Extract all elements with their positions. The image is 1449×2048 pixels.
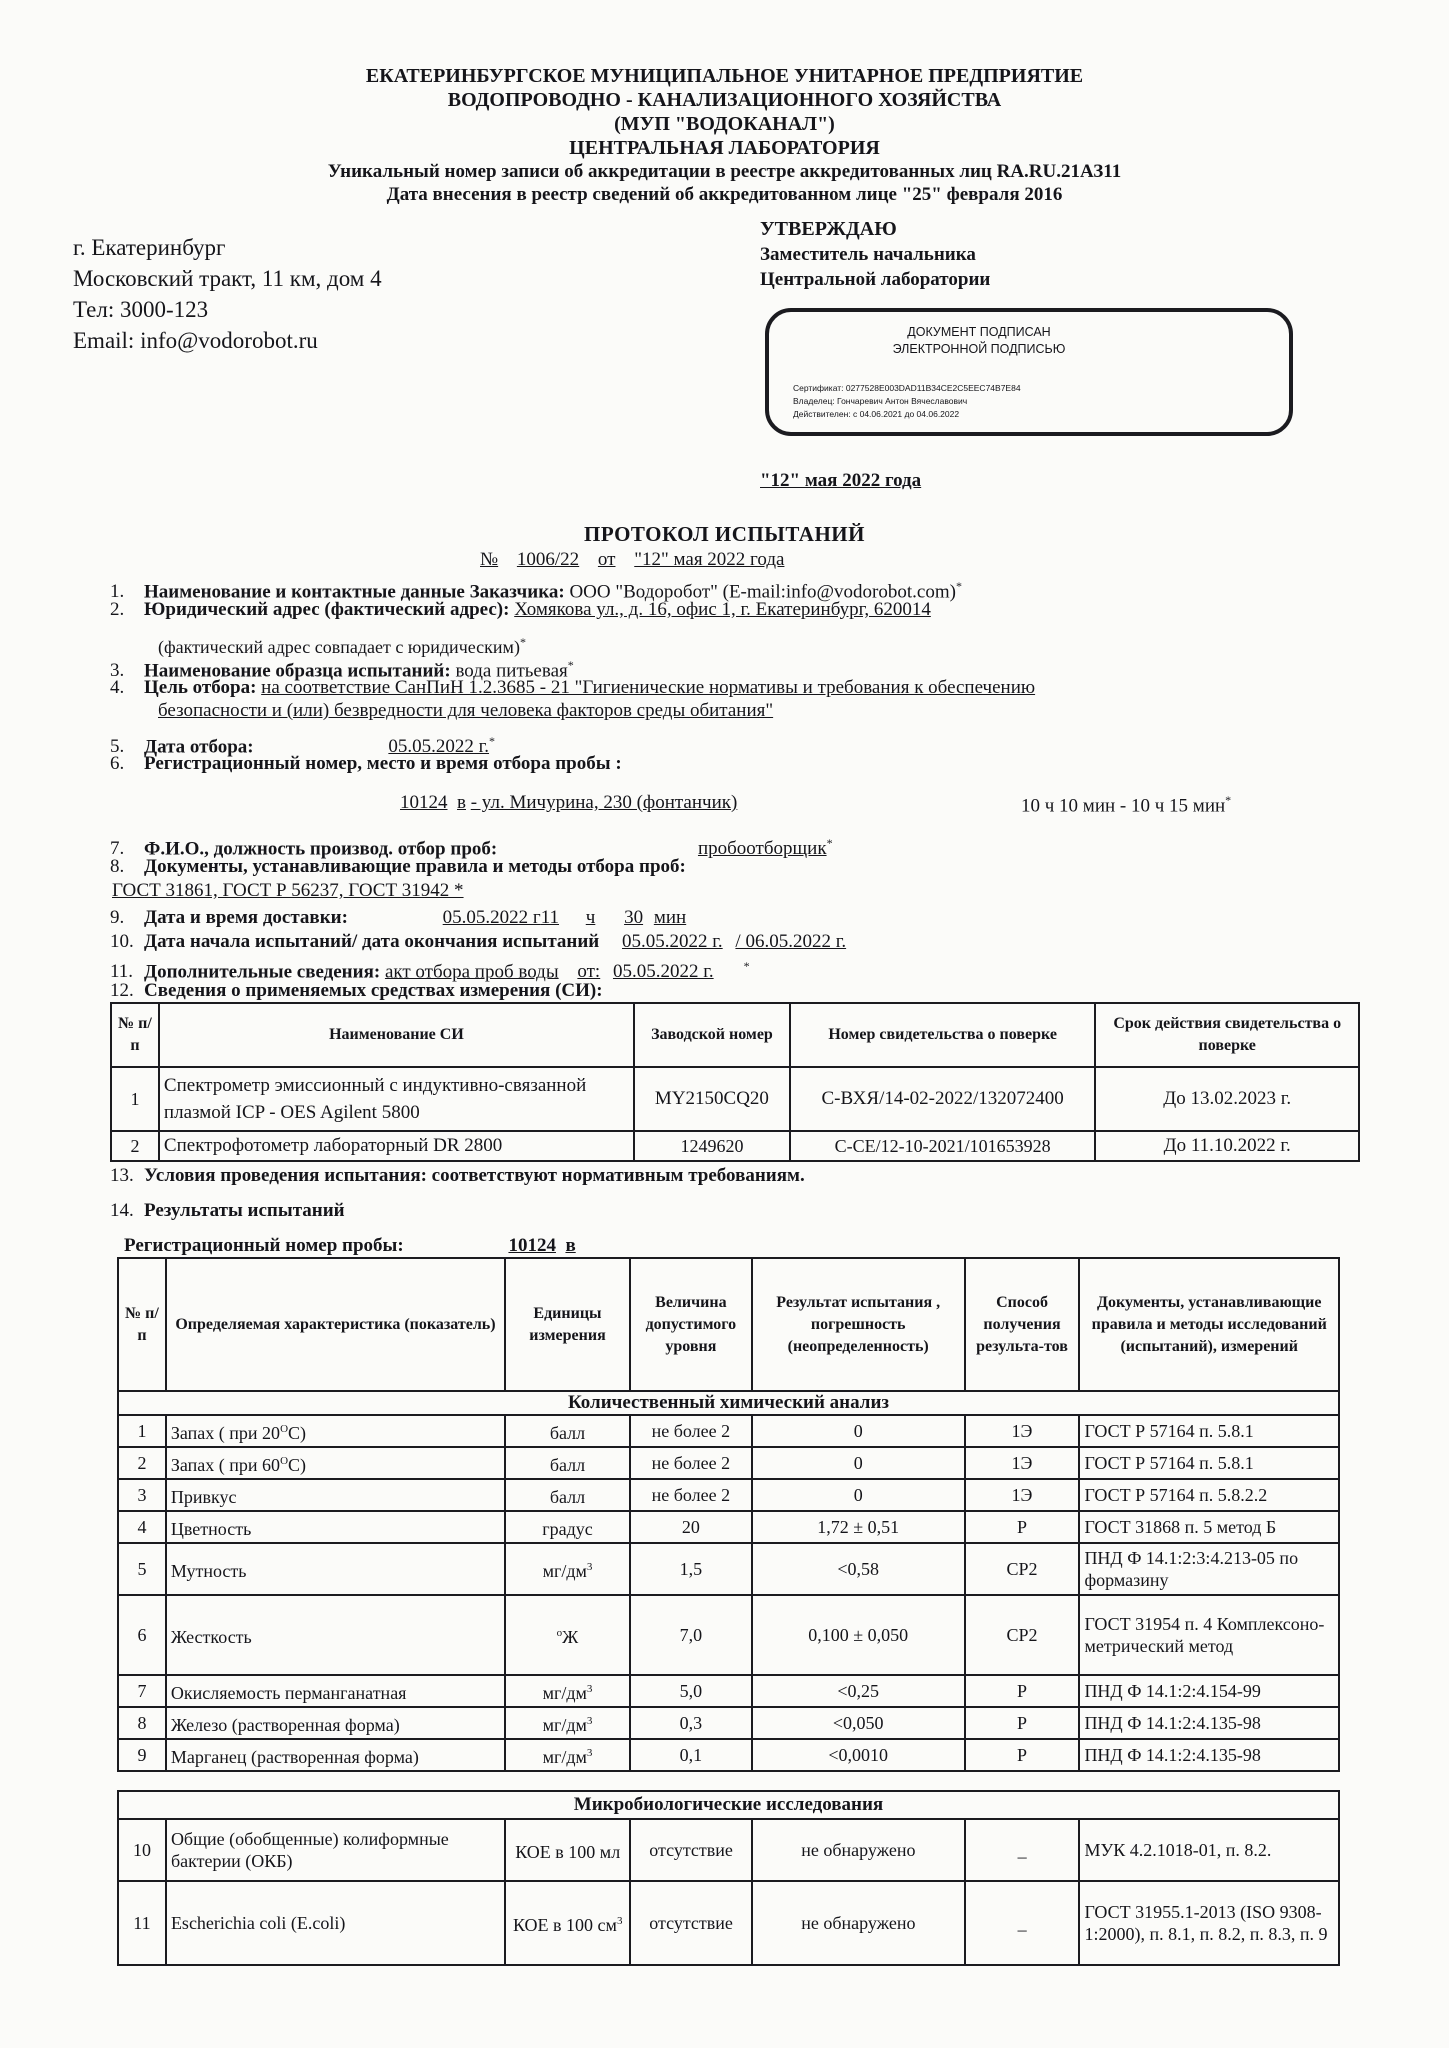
unit-sup: 3 [616,1915,623,1927]
row-method: Р [965,1707,1080,1739]
row-limit: отсутствие [630,1881,752,1965]
row-result: <0,0010 [752,1739,965,1771]
row-limit: не более 2 [630,1447,752,1479]
unit-sup: 3 [586,1561,593,1573]
phone: Тел: 3000-123 [73,297,209,322]
item-7: 7. Ф.И.О., должность производ. отбор проб: пробоотборщик* [110,836,833,860]
row-result: 1,72 ± 0,51 [752,1511,965,1543]
electronic-signature-stamp [765,308,1293,436]
item-6-details [400,792,737,814]
row-method: 1Э [965,1479,1080,1511]
item-3-value: вода питьевая [455,660,568,682]
row-document: ПНД Ф 14.1:2:3:4.213-05 по формазину [1079,1543,1339,1595]
row-method: 1Э [965,1415,1080,1447]
row-document: МУК 4.2.1018-01, п. 8.2. [1079,1819,1339,1881]
row-unit [505,1479,630,1511]
unit-text: мг/дм [542,1747,587,1767]
footnote-mark: * [489,734,496,748]
row-characteristic [166,1479,505,1511]
characteristic-name: Цветность [170,1519,252,1539]
characteristic-tail: С) [288,1455,307,1475]
table-row [118,1415,1339,1447]
si-col-name: Наименование СИ [159,1003,634,1067]
row-characteristic [166,1739,505,1771]
unit-text: Ж [562,1627,579,1647]
item-5-value: 05.05.2022 г. [388,736,490,758]
protocol-num-value: 1006/22 [516,549,580,570]
characteristic-name: Привкус [170,1487,237,1507]
item-4-value-2: безопасности и (или) безвредности для человека факторов среды обитания" [158,700,774,721]
si-col-cert: Номер свидетельства о поверке [790,1003,1096,1067]
item-11-label: Дополнительные сведения: [144,961,381,983]
row-document: ПНД Ф 14.1:2:4.135-98 [1079,1739,1339,1771]
item-12-label: Сведения о применяемых средствах измерения (СИ): [144,980,603,1001]
row-num: 8 [118,1707,166,1739]
item-14: 14. Результаты испытаний [110,1200,345,1221]
characteristic-name: Запах ( при 60 [170,1455,281,1475]
signature-owner: Владелец: Гончаревич Антон Вячеславович [793,396,968,406]
row-method: СР2 [965,1595,1080,1675]
item-8-docs: ГОСТ 31861, ГОСТ Р 56237, ГОСТ 31942 * [112,880,464,901]
row-unit [505,1739,630,1771]
row-num: 7 [118,1675,166,1707]
table-row [111,1067,1359,1131]
item-6: 6. Регистрационный номер, место и время отбора пробы : [110,753,622,774]
email: Email: info@vodorobot.ru [73,328,318,353]
footnote-mark: * [743,959,750,973]
si-cert: С-ВХЯ/14-02-2022/132072400 [790,1067,1096,1131]
item-4-value: на соответствие СанПиН 1.2.3685 - 21 "Гигиенические нормативы и требования к обеспечению [261,677,1036,698]
item-9-min-label: мин [653,907,687,928]
row-num: 6 [118,1595,166,1675]
row-method: Р [965,1511,1080,1543]
footnote-mark: * [1225,793,1232,807]
item-7-value: пробоотборщик [697,838,827,860]
unit-text: КОЕ в 100 см [513,1915,617,1935]
characteristic-name: Железо (растворенная форма) [170,1715,400,1735]
row-unit [505,1543,630,1595]
footnote-mark: * [519,635,526,649]
item-1-value: ООО "Водоробот" (E-mail:info@vodorobot.com) [569,581,956,603]
row-result: <0,58 [752,1543,965,1595]
item-1: 1. Наименование и контактные данные Заказчика: ООО "Водоробот" (E-mail:info@vodorobot.com)* [110,579,962,603]
item-8: 8. Документы, устанавливающие правила и методы отбора проб: [110,856,686,877]
row-unit [505,1415,630,1447]
lab-address [73,232,382,356]
table-row [118,1739,1339,1771]
item-9-hour: 11 [540,907,560,928]
approve-date: "12" мая 2022 года [760,470,922,491]
row-num: 3 [118,1479,166,1511]
table-row [118,1881,1339,1965]
row-document: ПНД Ф 14.1:2:4.154-99 [1079,1675,1339,1707]
row-method: СР2 [965,1543,1080,1595]
col-method: Способ получения результа-тов [965,1258,1080,1391]
row-document: ГОСТ Р 57164 п. 5.8.1 [1079,1415,1339,1447]
header-line-4: ЦЕНТРАЛЬНАЯ ЛАБОРАТОРИЯ [569,137,880,159]
item-12: 12. Сведения о применяемых средствах измерения (СИ): [110,980,603,1001]
item-13-label: Условия проведения испытания: соответствуют нормативным требованиям. [144,1165,805,1186]
si-serial: MY2150CQ20 [634,1067,790,1131]
protocol-from-label: от [597,549,616,570]
row-result: 0 [752,1447,965,1479]
row-characteristic [166,1447,505,1479]
item-9-label: Дата и время доставки: [144,907,348,928]
row-method: Р [965,1675,1080,1707]
si-header-row [111,1003,1359,1067]
row-characteristic [166,1595,505,1675]
row-num: 1 [118,1415,166,1447]
reg-num: 10124 [508,1235,556,1256]
characteristic-name: Окисляемость перманганатная [170,1683,407,1703]
row-unit [505,1707,630,1739]
item-6-time-text: 10 ч 10 мин - 10 ч 15 мин [1021,795,1226,817]
degree-mark: О [280,1423,289,1435]
protocol-date: "12" мая 2022 года [634,549,785,570]
sample-reg-number [124,1235,576,1257]
row-document: ПНД Ф 14.1:2:4.135-98 [1079,1707,1339,1739]
footnote-mark: * [567,658,574,672]
row-result: 0,100 ± 0,050 [752,1595,965,1675]
item-10-start: 05.05.2022 г. [622,931,723,952]
si-until: До 13.02.2023 г. [1095,1067,1359,1131]
table-row [118,1819,1339,1881]
row-limit: 0,1 [630,1739,752,1771]
row-limit: 0,3 [630,1707,752,1739]
item-5-label: Дата отбора: [144,736,254,758]
row-document: ГОСТ 31954 п. 4 Комплексоно-метрический метод [1079,1595,1339,1675]
item-13: 13. Условия проведения испытания: соответствуют нормативным требованиям. [110,1165,805,1186]
signature-title-2: ЭЛЕКТРОННОЙ ПОДПИСЬЮ [892,342,1066,356]
characteristic-name: Мутность [170,1561,247,1581]
row-result: 0 [752,1415,965,1447]
unit-text: мг/дм [542,1561,587,1581]
measurement-instruments-table [110,1002,1360,1162]
si-num: 2 [111,1131,159,1161]
item-10: 10. Дата начала испытаний/ дата окончания испытаний 05.05.2022 г. / 06.05.2022 г. [110,931,847,952]
item-4-cont [116,700,773,722]
section-micro-label: Микробиологические исследования [118,1791,1339,1819]
si-name: Спектрометр эмиссионный с индуктивно-связанной плазмой ICP - OES Agilent 5800 [159,1067,634,1131]
item-14-label: Результаты испытаний [144,1200,345,1221]
item-2-value: Хомякова ул., д. 16, офис 1, г. Екатеринбург, 620014 [514,599,931,620]
row-result: не обнаружено [752,1819,965,1881]
item-6-time [1021,789,1231,817]
item-11-value: акт отбора проб воды [384,961,559,983]
signature-validity: Действителен: с 04.06.2021 до 04.06.2022 [793,409,960,419]
row-unit [505,1511,630,1543]
col-characteristic: Определяемая характеристика (показатель) [166,1258,505,1391]
row-characteristic [166,1543,505,1595]
item-1-label: Наименование и контактные данные Заказчика: [144,581,565,603]
row-limit: не более 2 [630,1415,752,1447]
protocol-num-label: № [480,549,499,570]
row-characteristic: Общие (обобщенные) колиформные бактерии (ОКБ) [166,1819,505,1881]
row-num: 4 [118,1511,166,1543]
si-num: 1 [111,1067,159,1131]
row-result: не обнаружено [752,1881,965,1965]
item-5: 5. Дата отбора: 05.05.2022 г.* [110,734,496,758]
footnote-mark: * [826,836,833,850]
item-8-value [112,880,464,902]
row-method: _ [965,1881,1080,1965]
micro-results-table [117,1790,1340,1966]
row-num: 11 [118,1881,166,1965]
item-2-label: Юридический адрес (фактический адрес): [144,599,510,620]
section-micro [118,1791,1339,1819]
item-9-hour-label: ч [585,907,596,928]
header-line-2: ВОДОПРОВОДНО - КАНАЛИЗАЦИОННОГО ХОЗЯЙСТВА [447,89,1002,111]
header-line-1: ЕКАТЕРИНБУРГСКОЕ МУНИЦИПАЛЬНОЕ УНИТАРНОЕ ПРЕДПРИЯТИЕ [365,65,1084,87]
row-characteristic [166,1707,505,1739]
item-3-label: Наименование образца испытаний: [144,660,451,682]
row-limit: 1,5 [630,1543,752,1595]
item-10-label: Дата начала испытаний/ дата окончания испытаний [144,931,600,952]
row-limit: 7,0 [630,1595,752,1675]
lab-header [0,64,1449,206]
row-characteristic [166,1675,505,1707]
row-limit: 20 [630,1511,752,1543]
item-7-label: Ф.И.О., должность производ. отбор проб: [144,838,498,860]
item-8-label: Документы, устанавливающие правила и методы отбора проб: [144,856,686,877]
table-row [118,1447,1339,1479]
row-method: 1Э [965,1447,1080,1479]
table-row [118,1479,1339,1511]
col-limit: Величина допустимого уровня [630,1258,752,1391]
table-row [111,1131,1359,1161]
protocol-number [480,549,798,571]
row-unit [505,1447,630,1479]
approve-line-1: Заместитель начальника [760,244,976,265]
reg-label: Регистрационный номер пробы: [124,1235,404,1256]
item-4-label: Цель отбора: [144,677,257,698]
row-limit: не более 2 [630,1479,752,1511]
table-row [118,1595,1339,1675]
row-result: 0 [752,1479,965,1511]
item-4: 4. Цель отбора: на соответствие СанПиН 1.2.3685 - 21 "Гигиенические нормативы и требования к обеспечению [110,677,1036,698]
characteristic-name: Марганец (растворенная форма) [170,1747,419,1767]
row-num: 5 [118,1543,166,1595]
item-11-date: 05.05.2022 г. [612,961,714,983]
unit-sup: о [556,1627,563,1639]
row-document: ГОСТ 31868 п. 5 метод Б [1079,1511,1339,1543]
row-num: 2 [118,1447,166,1479]
row-num: 10 [118,1819,166,1881]
unit-text: КОЕ в 100 мл [515,1842,621,1862]
si-serial: 1249620 [634,1131,790,1161]
unit-text: балл [549,1487,586,1507]
unit-text: мг/дм [542,1715,587,1735]
row-result: <0,050 [752,1707,965,1739]
signature-title-1: ДОКУМЕНТ ПОДПИСАН [907,325,1051,339]
row-method: _ [965,1819,1080,1881]
accreditation-date: Дата внесения в реестр сведений об аккредитованном лице "25" февраля 2016 [386,184,1063,205]
si-cert: С-СЕ/12-10-2021/101653928 [790,1131,1096,1161]
section-chemical [118,1391,1339,1415]
item-9-min: 30 [624,907,644,928]
protocol-title: ПРОТОКОЛ ИСПЫТАНИЙ [584,522,865,546]
row-document: ГОСТ Р 57164 п. 5.8.1 [1079,1447,1339,1479]
col-unit: Единицы измерения [505,1258,630,1391]
table-row [118,1511,1339,1543]
si-until: До 11.10.2022 г. [1095,1131,1359,1161]
header-line-3: (МУП "ВОДОКАНАЛ") [614,113,835,135]
row-num: 9 [118,1739,166,1771]
degree-mark: О [280,1455,289,1467]
approve-line-2: Центральной лаборатории [760,269,991,290]
row-limit: 5,0 [630,1675,752,1707]
section-chemical-label: Количественный химический анализ [118,1391,1339,1415]
row-unit [505,1881,630,1965]
item-2: 2. Юридический адрес (фактический адрес): Хомякова ул., д. 16, офис 1, г. Екатеринбург, 620014 [110,599,931,620]
col-result: Результат испытания , погрешность (неопределенность) [752,1258,965,1391]
row-result: <0,25 [752,1675,965,1707]
characteristic-tail: С) [288,1423,307,1443]
approve-title: УТВЕРЖДАЮ [760,218,897,240]
row-unit [505,1819,630,1881]
item-3: 3. Наименование образца испытаний: вода питьевая* [110,658,574,682]
item-10-end: / 06.05.2022 г. [735,931,847,952]
si-name: Спектрофотометр лабораторный DR 2800 [159,1131,634,1161]
row-document: ГОСТ 31955.1-2013 (ISO 9308-1:2000), п. 8.1, п. 8.2, п. 8.3, п. 9 [1079,1881,1339,1965]
row-characteristic [166,1415,505,1447]
row-characteristic: Escherichia coli (E.coli) [166,1881,505,1965]
row-document: ГОСТ Р 57164 п. 5.8.2.2 [1079,1479,1339,1511]
approval-block [760,217,990,292]
si-col-num: № п/п [111,1003,159,1067]
si-col-until: Срок действия свидетельства о поверке [1095,1003,1359,1067]
unit-text: градус [542,1519,593,1539]
item-6-label: Регистрационный номер, место и время отбора пробы : [144,753,622,774]
item-9-date: 05.05.2022 г [442,907,541,928]
results-header-row [118,1258,1339,1391]
table-row [118,1543,1339,1595]
footnote-mark: * [955,579,962,593]
item-6-reg: 10124 [400,792,448,813]
accreditation-number: Уникальный номер записи об аккредитации в реестре аккредитованных лиц RA.RU.21АЗ11 [327,161,1122,182]
si-col-serial: Заводской номер [634,1003,790,1067]
col-num: № п/п [118,1258,166,1391]
row-limit: отсутствие [630,1819,752,1881]
item-6-letter: в [457,792,466,813]
item-11: 11. Дополнительные сведения: акт отбора проб воды от: 05.05.2022 г. * [110,959,750,983]
item-9: 9. Дата и время доставки: 05.05.2022 г11 ч 30 мин [110,907,687,928]
col-document: Документы, устанавливающие правила и методы исследований (испытаний), измерений [1079,1258,1339,1391]
reg-letter: в [565,1235,576,1256]
results-table [117,1257,1340,1772]
signature-certificate: Сертификат: 0277528E003DAD11B34CE2C5EEC74B7E84 [793,383,1021,393]
item-6-place: - ул. Мичурина, 230 (фонтанчик) [470,792,738,813]
item-2-note-text: (фактический адрес совпадает с юридическим) [158,637,520,657]
unit-text: мг/дм [542,1683,587,1703]
characteristic-name: Запах ( при 20 [170,1423,281,1443]
row-unit [505,1595,630,1675]
street: Московский тракт, 11 км, дом 4 [73,266,382,291]
unit-text: балл [549,1423,586,1443]
table-row [118,1675,1339,1707]
unit-sup: 3 [586,1747,593,1759]
table-row [118,1707,1339,1739]
characteristic-name: Жесткость [170,1627,252,1647]
row-characteristic [166,1511,505,1543]
unit-sup: 3 [586,1683,593,1695]
row-unit [505,1675,630,1707]
city: г. Екатеринбург [73,235,226,260]
item-11-from: от: [577,961,601,983]
unit-sup: 3 [586,1715,593,1727]
unit-text: балл [549,1455,586,1475]
row-method: Р [965,1739,1080,1771]
